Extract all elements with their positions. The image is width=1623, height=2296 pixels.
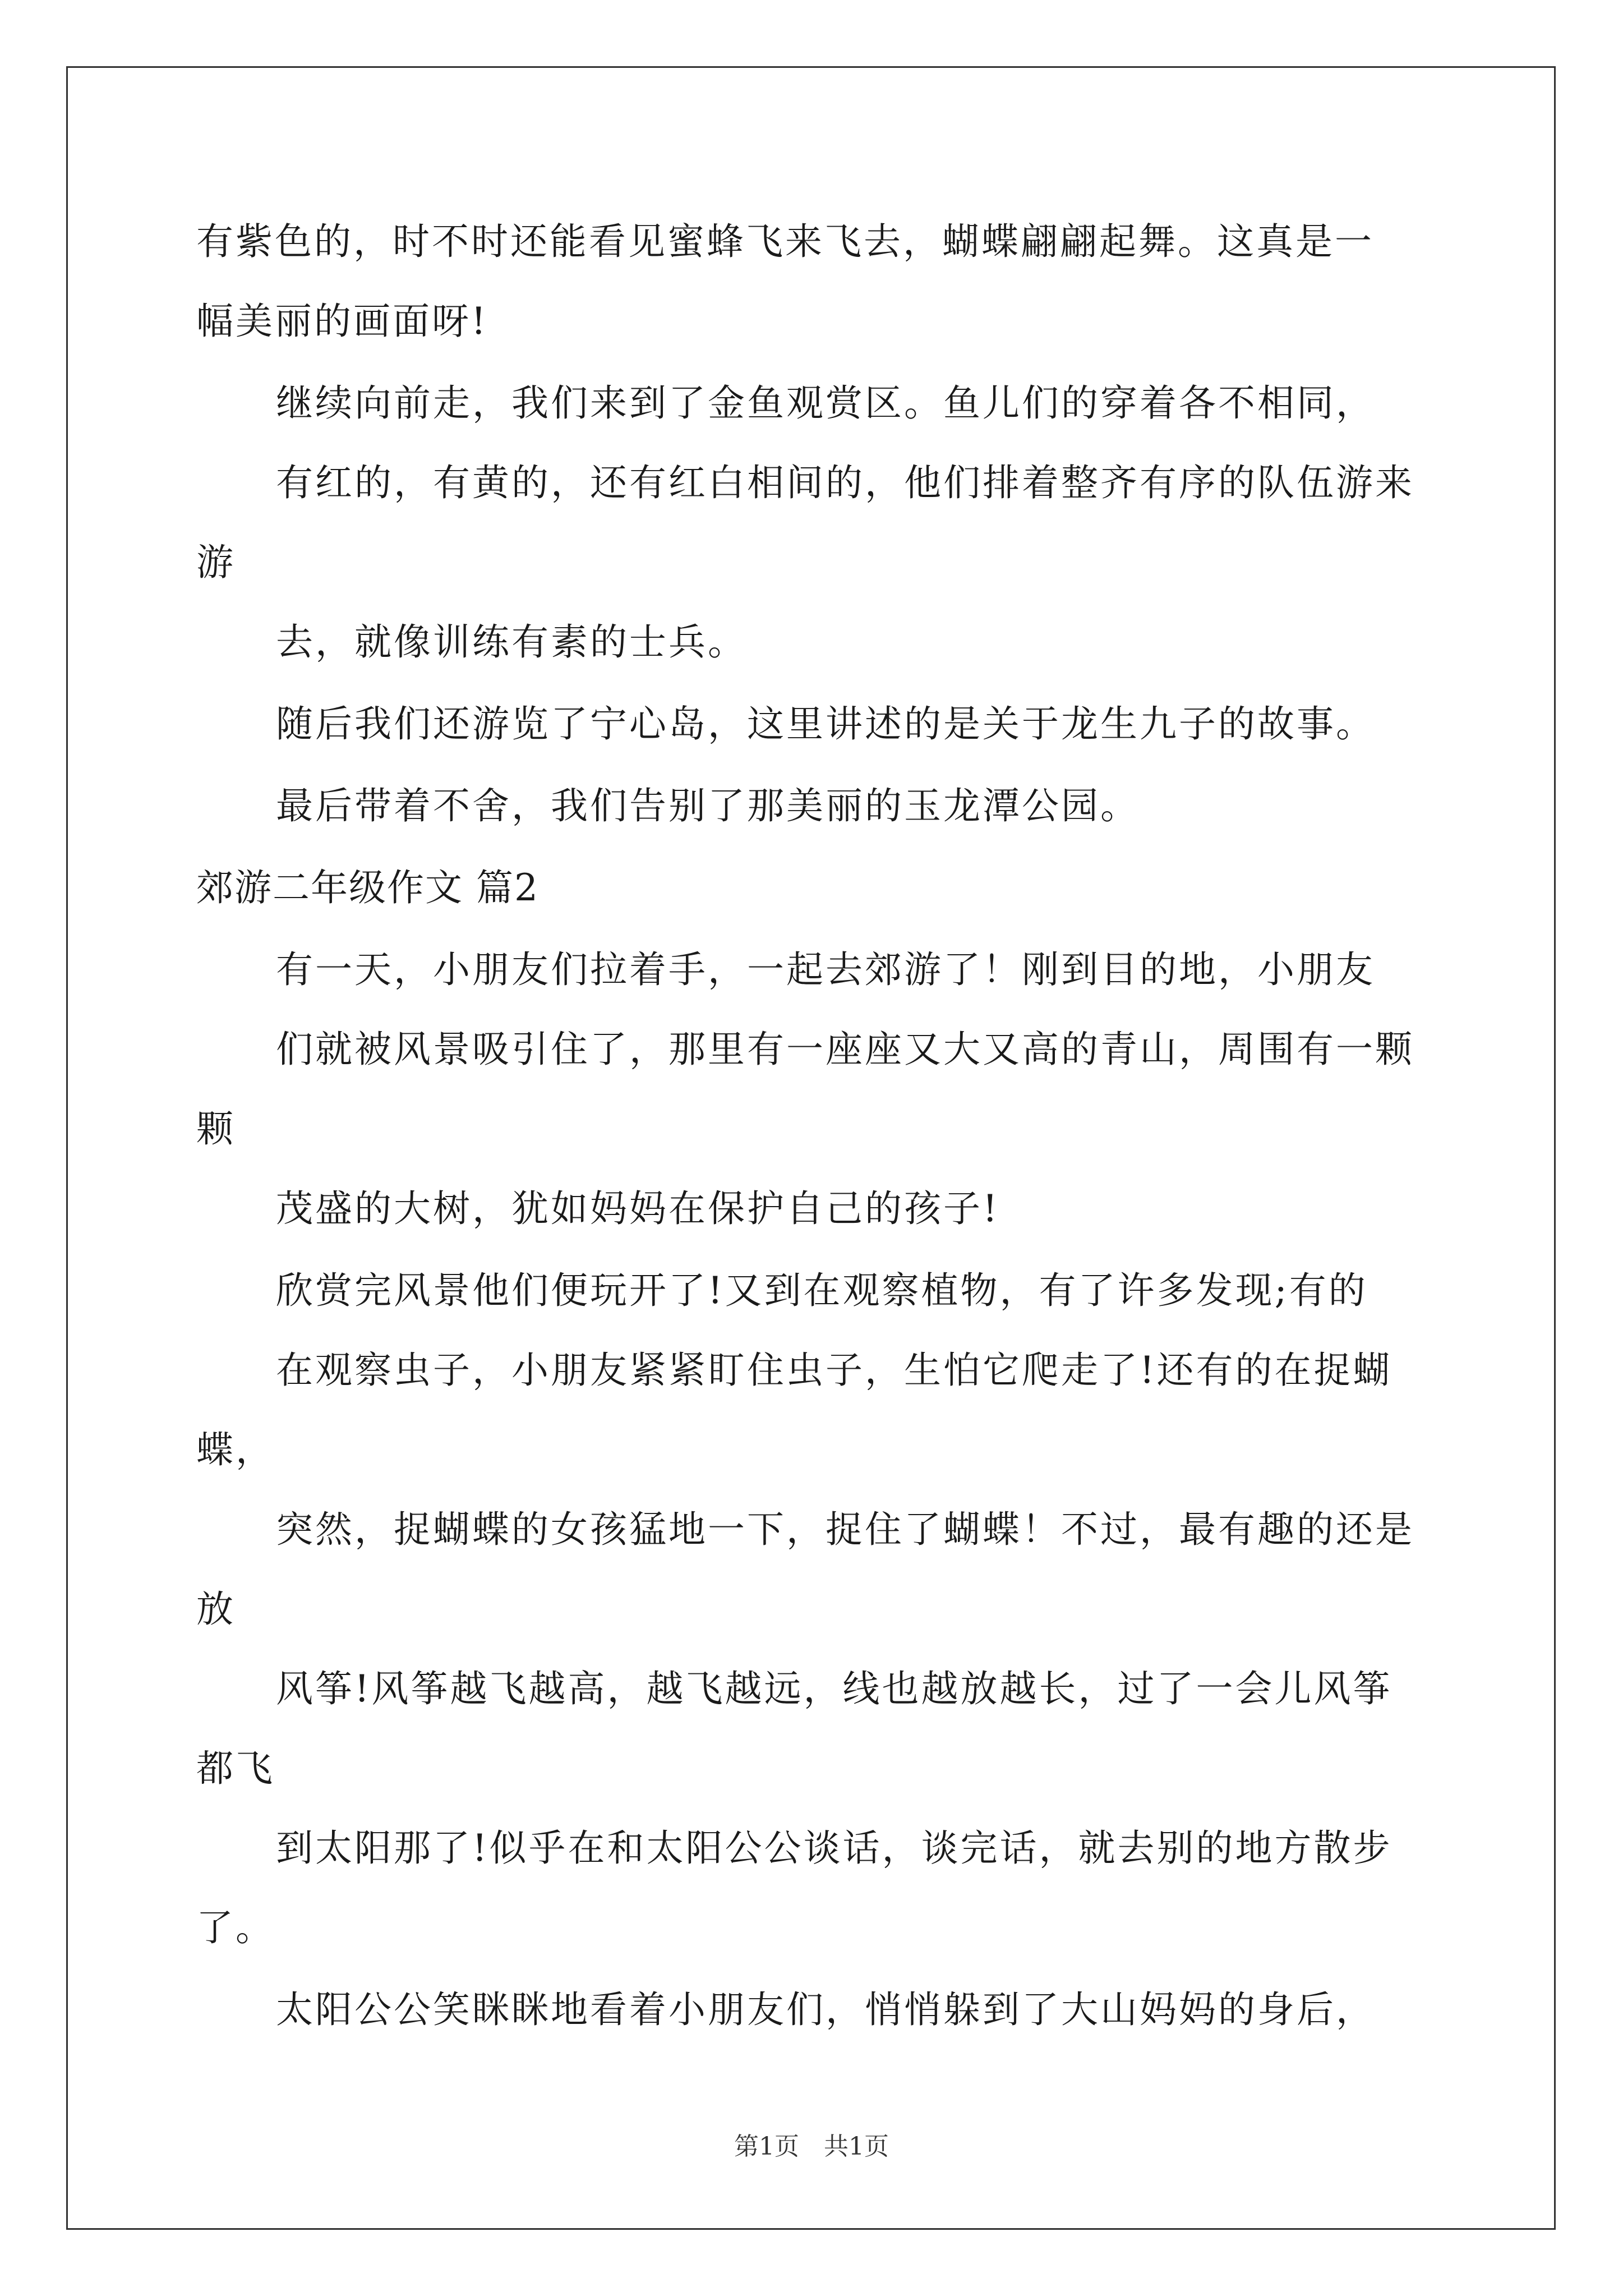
text-line: 有一天，小朋友们拉着手，一起去郊游了！刚到目的地，小朋友 [276,948,1375,991]
text-line: 欣赏完风景他们便玩开了!又到在观察植物，有了许多发现;有的 [276,1269,1368,1312]
text-line: 去，就像训练有素的士兵。 [276,620,747,664]
paragraph [196,1251,1430,1968]
text-line: 随后我们还游览了宁心岛，这里讲述的是关于龙生九子的故事。 [276,702,1375,746]
text-line: 继续向前走，我们来到了金鱼观赏区。鱼儿们的穿着各不相同， [276,381,1375,425]
paragraph [196,930,1430,1249]
document-body [196,202,1430,2052]
text-line: 突然，捉蝴蝶的女孩猛地一下，捉住了蝴蝶！不过，最有趣的还是放 [196,1508,1414,1631]
paragraph [196,1970,1430,2050]
paragraph [196,364,1430,682]
paragraph [196,766,1430,846]
text-line: 太阳公公笑眯眯地看着小朋友们，悄悄躲到了大山妈妈的身后， [276,1988,1375,2031]
section-heading [196,848,1430,928]
text-line: 风筝!风筝越飞越高，越飞越远，线也越放越长，过了一会儿风筝都飞 [196,1667,1393,1790]
paragraph [196,202,1430,361]
text-line: 最后带着不舍，我们告别了那美丽的玉龙潭公园。 [276,784,1140,827]
text-line: 在观察虫子，小朋友紧紧盯住虫子，生怕它爬走了!还有的在捉蝴蝶， [196,1349,1393,1471]
text-line: 有紫色的，时不时还能看见蜜蜂飞来飞去，蝴蝶翩翩起舞。这真是一 [196,220,1374,263]
text-line: 有红的，有黄的，还有红白相间的，他们排着整齐有序的队伍游来游 [196,461,1414,584]
text-line: 到太阳那了!似乎在和太阳公公谈话，谈完话，就去别的地方散步了。 [196,1826,1393,1949]
text-line: 茂盛的大树，犹如妈妈在保护自己的孩子! [276,1187,1000,1230]
paragraph [196,684,1430,764]
text-line: 幅美丽的画面呀! [196,300,488,343]
page-footer: 第1页 共1页 [734,2132,889,2161]
text-line: 郊游二年级作文 篇2 [196,866,539,909]
text-line: 们就被风景吸引住了，那里有一座座又大又高的青山，周围有一颗颗 [196,1028,1414,1151]
